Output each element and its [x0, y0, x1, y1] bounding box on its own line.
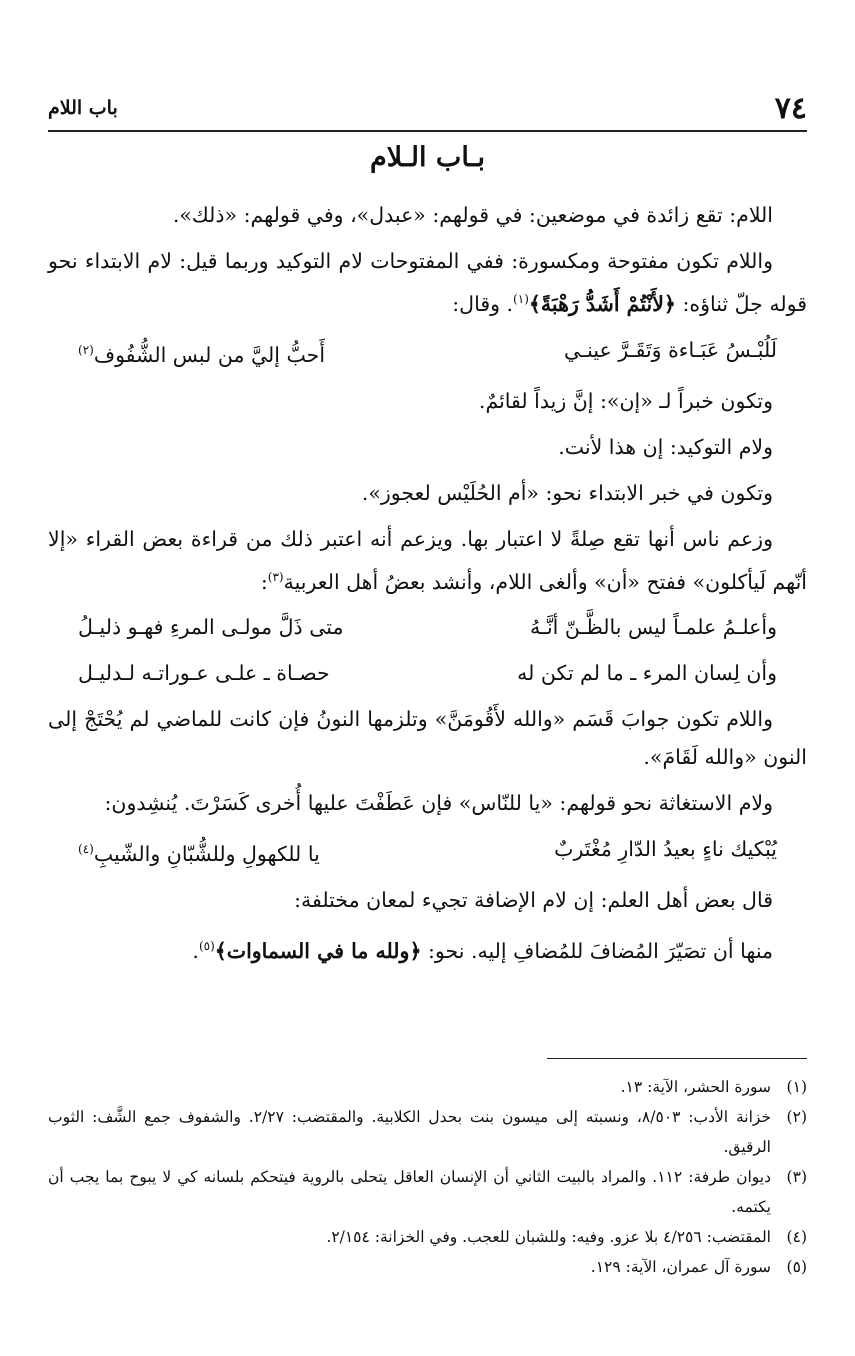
paragraph-text: . وقال: — [452, 291, 514, 316]
paragraph-text: منها أن تصَيّرَ المُضافَ للمُضافِ إليه. نحو: — [428, 939, 773, 964]
quran-quote: ﴿لأَنْتُمْ أَشَدُّ رَهْبَةً﴾ — [528, 291, 676, 316]
paragraph: وتكون خبراً لـ «إن»: إنَّ زيداً لقائمٌ. — [478, 388, 773, 413]
paragraph: قال بعض أهل العلم: إن لام الإضافة تجيء لمعان مختلفة: — [294, 888, 773, 913]
footnote — [48, 1072, 807, 1102]
footnote-number: (٤) — [786, 1228, 807, 1246]
paragraph: اللام: تقع زائدة في موضعين: في قولهم: «عبدل»، وفي قولهم: «ذلك». — [172, 203, 773, 227]
footnote-text: المقتضب: ٤/٢٥٦ بلا عزو. وفيه: وللشبان للعجب. وفي الخزانة: ٢/١٥٤. — [326, 1228, 771, 1246]
paragraph-text: وزعم ناس أنها تقع صِلةً لا اعتبار بها. ويزعم أنه اعتبر ذلك من قراءة بعض القراء «إلا أنّهم لَيأكلون» ففتح «أن» وألغى اللام، وأنشد بعضُ أهل العربية — [48, 526, 807, 594]
footnote — [48, 1252, 807, 1282]
footnotes — [48, 1072, 807, 1282]
footnote-number: (٢) — [786, 1108, 807, 1126]
verse-hemistich-first: وأن لِسان المرء ـ ما لم تكن له — [517, 661, 777, 686]
chapter-title: بـاب الـلام — [370, 142, 485, 173]
footnote-text: سورة آل عمران، الآية: ١٢٩. — [590, 1258, 771, 1276]
footnote-ref: (٥) — [198, 939, 215, 954]
paragraph-text: . — [192, 939, 199, 964]
verse-hemistich-first: يُبْكيك ناءٍ بعيدُ الدّارِ مُغْتَربٌ — [554, 837, 777, 862]
footnote-text: ديوان طرفة: ١١٢. والمراد بالبيت الثاني أن الإنسان العاقل يتحلى بالروية فيتحكم بلسانه كي لا يبوح بما يجب أن يكتمه. — [48, 1168, 771, 1216]
paragraph — [48, 927, 807, 970]
footnote-rule — [547, 1058, 807, 1059]
paragraph: ولام التوكيد: إن هذا لأنت. — [558, 434, 773, 459]
paragraph: واللام تكون جوابَ قَسَم «والله لأَقُومَنَّ» وتلزمها النونُ فإن كانت للماضي لم يُحْتَجْ إلى النون «والله لَقَامَ». — [48, 707, 807, 770]
header-rule — [48, 130, 807, 132]
footnote-ref: (٢) — [78, 342, 94, 357]
verse-hemistich-second — [78, 830, 320, 873]
body-text — [48, 196, 807, 978]
verse-text: أَحبُّ إليَّ من لبس الشُّفُوف — [93, 342, 326, 367]
verse-text: يا للكهولِ وللشُّبّانِ والشّيبِ — [93, 842, 320, 867]
footnote-text: سورة الحشر، الآية: ١٣. — [620, 1078, 771, 1096]
paragraph-text: واللام تكون مفتوحة ومكسورة: ففي المفتوحات لام التوكيد وربما قيل: لام الابتداء نحو قوله جلّ ثناؤه: — [48, 249, 807, 316]
page-header — [48, 88, 807, 128]
footnote-number: (١) — [786, 1078, 807, 1096]
footnote — [48, 1222, 807, 1252]
verse-hemistich-second: حصـاة ـ علـى عـوراتـه لـدليـل — [78, 661, 330, 686]
paragraph-text: : — [260, 569, 268, 594]
verse — [78, 830, 777, 873]
paragraph — [48, 520, 807, 601]
quran-quote: ﴿ولله ما في السماوات﴾ — [214, 939, 422, 964]
paragraph — [48, 242, 807, 323]
footnote-ref: (٣) — [267, 569, 284, 584]
footnote — [48, 1102, 807, 1162]
verse — [78, 654, 777, 692]
paragraph: ولام الاستغاثة نحو قولهم: «يا للنّاس» فإن عَطَفْتَ عليها أُخرى كَسَرْتَ. يُنشِدون: — [104, 791, 773, 816]
footnote-number: (٥) — [786, 1258, 807, 1276]
footnote-ref: (١) — [513, 292, 529, 306]
footnote — [48, 1162, 807, 1222]
verse-hemistich-first: لَلُبْـسُ عَبَـاءة وَتَقَـرَّ عينـي — [564, 337, 777, 362]
footnote-ref: (٤) — [78, 842, 94, 857]
verse — [78, 331, 777, 374]
verse-hemistich-second: متى ذَلَّ مولـى المرءِ فهـو ذليـلُ — [78, 615, 344, 640]
running-title: باب اللام — [48, 97, 118, 119]
footnote-text: خزانة الأدب: ٨/٥٠٣، ونسبته إلى ميسون بنت بحدل الكلابية. والمقتضب: ٢/٢٧. والشفوف جمع الشَّف: الثوب الرقيق. — [48, 1108, 772, 1156]
verse — [78, 608, 777, 646]
footnote-number: (٣) — [786, 1168, 807, 1186]
verse-hemistich-second — [78, 331, 325, 374]
verse-hemistich-first: وأعلـمُ علمـاً ليس بالظَّـنّ أنَّـهُ — [529, 615, 777, 640]
paragraph: وتكون في خبر الابتداء نحو: «أم الحُلَيْس لعجوز». — [361, 480, 773, 505]
page-number: ٧٤ — [774, 90, 807, 126]
